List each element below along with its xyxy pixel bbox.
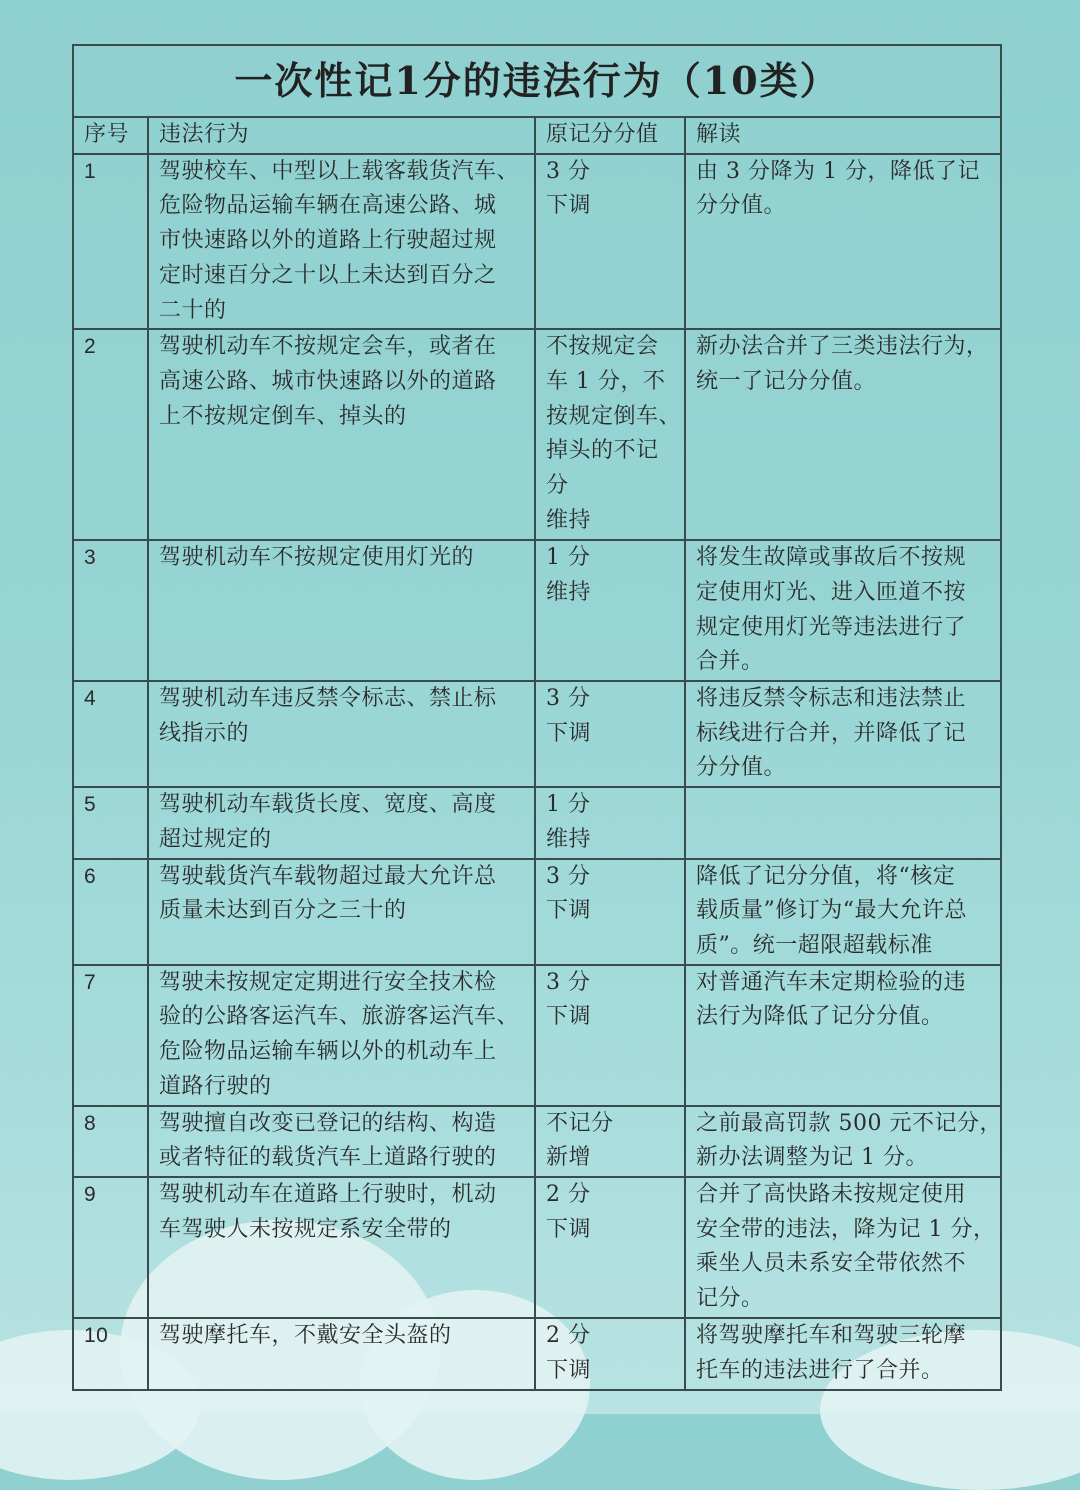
- points-line: 下调: [546, 193, 592, 219]
- cell-points: [535, 540, 685, 681]
- points-line: 掉头的不记: [546, 438, 659, 464]
- action-line: 道路行驶的: [159, 1073, 272, 1099]
- cell-points: [535, 329, 685, 540]
- cell-reading: [685, 154, 1001, 330]
- header-points: 原记分分值: [535, 117, 685, 154]
- action-line: 市快速路以外的道路上行驶超过规: [159, 228, 497, 254]
- row-number: 3: [73, 540, 148, 681]
- points-line: 分: [546, 473, 569, 499]
- cell-points: [535, 787, 685, 858]
- reading-line: 载质量”修订为“最大允许总: [696, 898, 967, 924]
- row-number: 8: [73, 1106, 148, 1177]
- action-line: 质量未达到百分之三十的: [159, 898, 407, 924]
- table-row: [73, 1106, 1001, 1177]
- points-line: 不记分: [546, 1110, 614, 1136]
- action-line: 或者特征的载货汽车上道路行驶的: [159, 1145, 497, 1171]
- table-row: [73, 787, 1001, 858]
- cell-reading: [685, 540, 1001, 681]
- action-line: 超过规定的: [159, 826, 272, 852]
- table-title: 一次性记1分的违法行为（10类）: [73, 45, 1001, 117]
- header-action: 违法行为: [148, 117, 535, 154]
- cell-points: [535, 859, 685, 965]
- action-line: 驾驶擅自改变已登记的结构、构造: [159, 1110, 497, 1136]
- points-line: 车 1 分，不: [546, 368, 666, 394]
- header-reading: 解读: [685, 117, 1001, 154]
- reading-line: 合并了高快路未按规定使用: [696, 1182, 967, 1208]
- reading-line: 记分。: [696, 1286, 764, 1312]
- violations-table-wrapper: [72, 44, 1000, 1391]
- row-number: 6: [73, 859, 148, 965]
- action-line: 驾驶校车、中型以上载客载货汽车、: [159, 158, 520, 184]
- action-line: 危险物品运输车辆以外的机动车上: [159, 1039, 497, 1065]
- row-number: 7: [73, 965, 148, 1106]
- action-line: 驾驶机动车不按规定使用灯光的: [159, 545, 475, 571]
- reading-line: 标线进行合并，并降低了记: [696, 720, 967, 746]
- points-line: 维持: [546, 826, 592, 852]
- points-line: 下调: [546, 1357, 592, 1383]
- reading-line: 将驾驶摩托车和驾驶三轮摩: [696, 1322, 967, 1348]
- action-line: 上不按规定倒车、掉头的: [159, 403, 407, 429]
- points-line: 维持: [546, 579, 592, 605]
- points-line: 下调: [546, 1004, 592, 1030]
- cell-reading: [685, 1318, 1001, 1390]
- cell-action: [148, 787, 535, 858]
- reading-line: 法行为降低了记分分值。: [696, 1004, 944, 1030]
- cell-reading: [685, 965, 1001, 1106]
- points-line: 1 分: [546, 792, 591, 818]
- table-row: [73, 965, 1001, 1106]
- reading-line: 托车的违法进行了合并。: [696, 1357, 944, 1383]
- points-line: 3 分: [546, 863, 591, 889]
- table-row: [73, 154, 1001, 330]
- table-row: [73, 1318, 1001, 1390]
- cell-reading: [685, 1106, 1001, 1177]
- action-line: 驾驶机动车载货长度、宽度、高度: [159, 792, 497, 818]
- table-body: [73, 154, 1001, 1390]
- cell-action: [148, 1177, 535, 1318]
- cell-points: [535, 681, 685, 787]
- cell-points: [535, 154, 685, 330]
- reading-line: 降低了记分分值，将“核定: [696, 863, 956, 889]
- table-row: [73, 329, 1001, 540]
- cell-points: [535, 1318, 685, 1390]
- reading-line: 规定使用灯光等违法进行了: [696, 614, 967, 640]
- reading-line: 分分值。: [696, 755, 787, 781]
- action-line: 驾驶摩托车，不戴安全头盔的: [159, 1322, 452, 1348]
- cell-reading: [685, 1177, 1001, 1318]
- reading-line: 分分值。: [696, 193, 787, 219]
- header-no: 序号: [73, 117, 148, 154]
- table-header-row: [73, 117, 1001, 154]
- action-line: 车驾驶人未按规定系安全带的: [159, 1216, 452, 1242]
- reading-line: 乘坐人员未系安全带依然不: [696, 1251, 967, 1277]
- reading-line: 统一了记分分值。: [696, 368, 877, 394]
- points-line: 不按规定会: [546, 334, 659, 360]
- points-line: 新增: [546, 1145, 592, 1171]
- cell-points: [535, 965, 685, 1106]
- points-line: 3 分: [546, 158, 591, 184]
- points-line: 3 分: [546, 969, 591, 995]
- row-number: 1: [73, 154, 148, 330]
- points-line: 2 分: [546, 1322, 591, 1348]
- points-line: 3 分: [546, 686, 591, 712]
- cell-action: [148, 329, 535, 540]
- action-line: 定时速百分之十以上未达到百分之: [159, 262, 497, 288]
- row-number: 9: [73, 1177, 148, 1318]
- cell-reading: [685, 681, 1001, 787]
- action-line: 驾驶机动车不按规定会车，或者在: [159, 334, 497, 360]
- cell-action: [148, 1318, 535, 1390]
- action-line: 驾驶机动车在道路上行驶时，机动: [159, 1182, 497, 1208]
- reading-line: 新办法调整为记 1 分。: [696, 1145, 928, 1171]
- row-number: 5: [73, 787, 148, 858]
- action-line: 驾驶机动车违反禁令标志、禁止标: [159, 686, 497, 712]
- points-line: 按规定倒车、: [546, 403, 682, 429]
- action-line: 驾驶未按规定定期进行安全技术检: [159, 969, 497, 995]
- cell-action: [148, 540, 535, 681]
- reading-line: 由 3 分降为 1 分，降低了记: [696, 158, 980, 184]
- points-line: 维持: [546, 507, 592, 533]
- cell-points: [535, 1177, 685, 1318]
- row-number: 10: [73, 1318, 148, 1390]
- points-line: 2 分: [546, 1182, 591, 1208]
- reading-line: 对普通汽车未定期检验的违: [696, 969, 967, 995]
- cell-reading: [685, 329, 1001, 540]
- cell-action: [148, 154, 535, 330]
- points-line: 下调: [546, 720, 592, 746]
- row-number: 4: [73, 681, 148, 787]
- action-line: 高速公路、城市快速路以外的道路: [159, 368, 497, 394]
- points-line: 1 分: [546, 545, 591, 571]
- reading-line: 将发生故障或事故后不按规: [696, 545, 967, 571]
- action-line: 危险物品运输车辆在高速公路、城: [159, 193, 497, 219]
- reading-line: 将违反禁令标志和违法禁止: [696, 686, 967, 712]
- cell-action: [148, 1106, 535, 1177]
- reading-line: 定使用灯光、进入匝道不按: [696, 579, 967, 605]
- reading-line: 合并。: [696, 649, 764, 675]
- row-number: 2: [73, 329, 148, 540]
- table-row: [73, 1177, 1001, 1318]
- table-row: [73, 540, 1001, 681]
- action-line: 验的公路客运汽车、旅游客运汽车、: [159, 1004, 520, 1030]
- points-line: 下调: [546, 898, 592, 924]
- points-line: 下调: [546, 1216, 592, 1242]
- reading-line: 安全带的违法，降为记 1 分，: [696, 1216, 996, 1242]
- reading-line: 新办法合并了三类违法行为，: [696, 334, 989, 360]
- cell-action: [148, 965, 535, 1106]
- violations-table: [72, 44, 1002, 1391]
- cell-action: [148, 859, 535, 965]
- cell-action: [148, 681, 535, 787]
- action-line: 线指示的: [159, 720, 250, 746]
- action-line: 驾驶载货汽车载物超过最大允许总: [159, 863, 497, 889]
- reading-line: 之前最高罚款 500 元不记分，: [696, 1110, 1002, 1136]
- table-row: [73, 681, 1001, 787]
- cell-points: [535, 1106, 685, 1177]
- cell-reading: [685, 787, 1001, 858]
- table-row: [73, 859, 1001, 965]
- cell-reading: [685, 859, 1001, 965]
- reading-line: 质”。统一超限超载标准: [696, 932, 933, 958]
- action-line: 二十的: [159, 297, 227, 323]
